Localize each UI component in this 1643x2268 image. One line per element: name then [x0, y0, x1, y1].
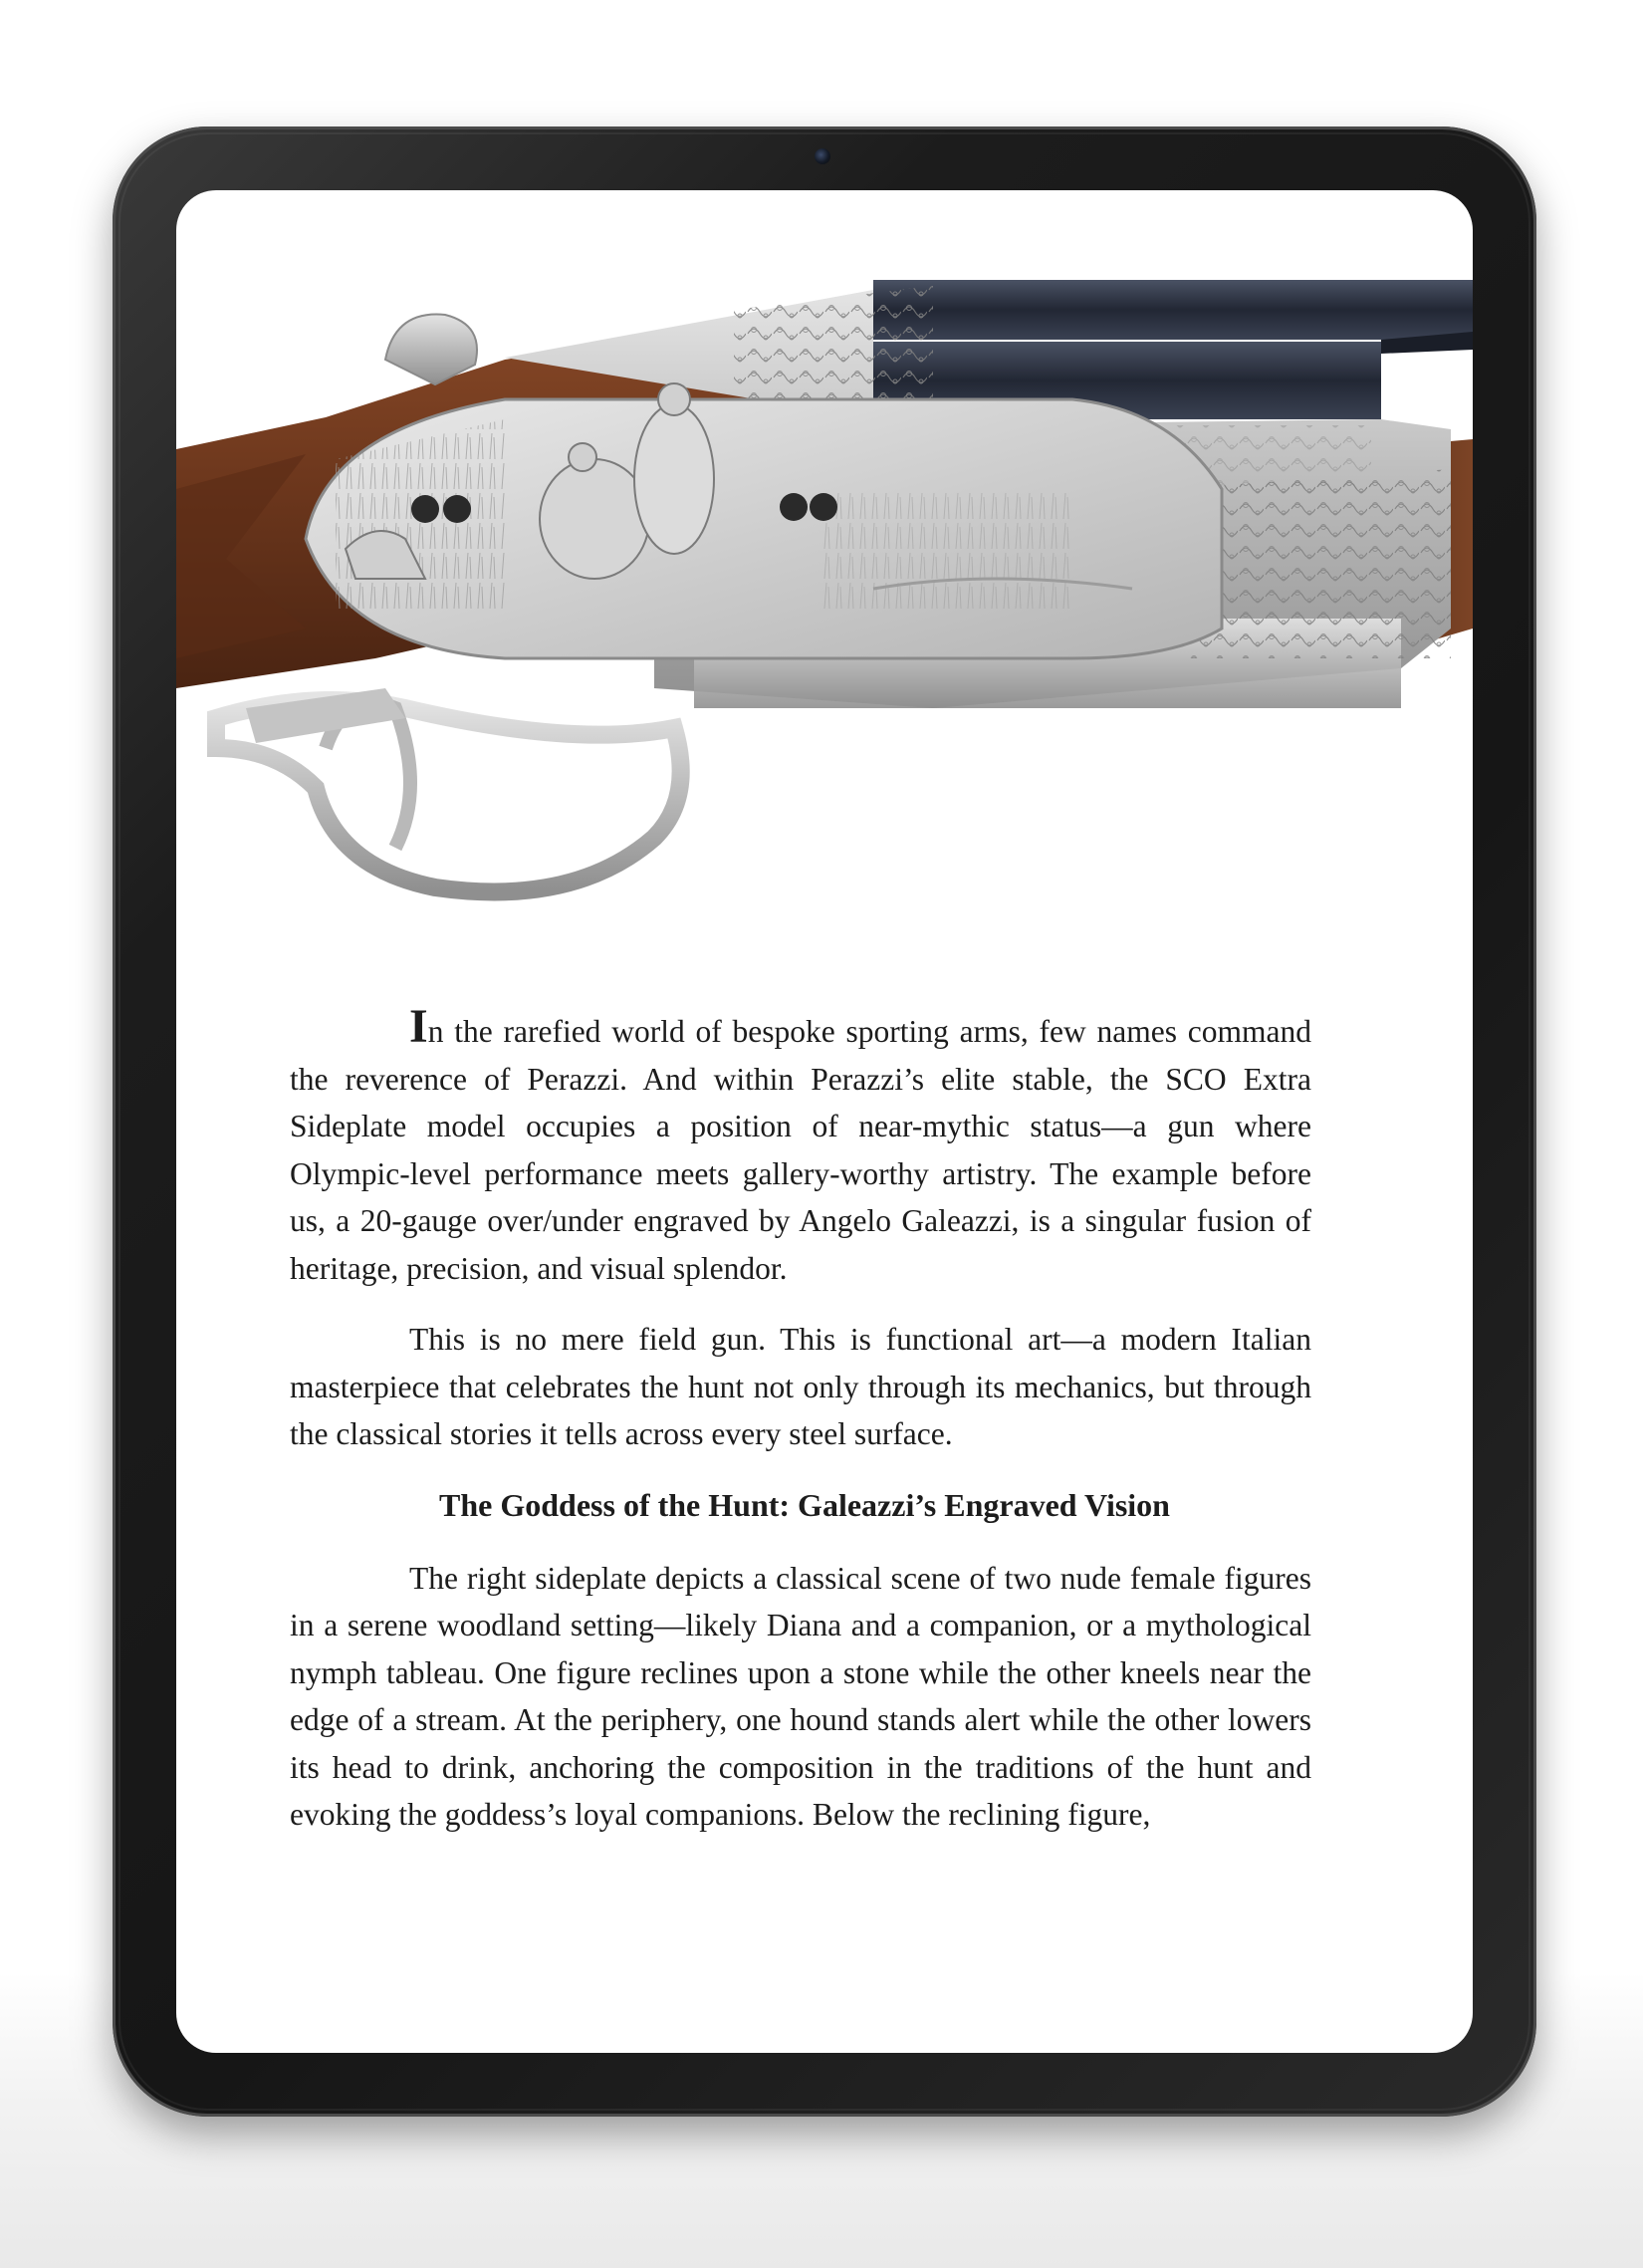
front-camera [815, 148, 830, 164]
intro-text: n the rarefied world of bespoke sporting arms, few names command the reverence of Perazzi. And within Perazzi’s elite stable, the SCO Extra Sideplate model occupies a position of near-mythic status—a gun where Olympic-level performance meets gallery-worthy artistry. The example before us, a 20-gauge over/under engraved by Angelo Galeazzi, is a singular fusion of heritage, precision, and visual splendor. [290, 1014, 1311, 1286]
section-heading: The Goddess of the Hunt: Galeazzi’s Engraved Vision [439, 1486, 1170, 1523]
tablet-device [113, 126, 1536, 2117]
shotgun-image [176, 190, 1473, 957]
drop-cap: I [409, 1000, 428, 1053]
paragraph-functional-art: This is no mere field gun. This is functional art—a modern Italian masterpiece that celebrates the hunt not only through its mechanics, but through the classical stories it tells across every steel surface. [290, 1322, 1311, 1451]
tablet-screen [176, 190, 1473, 2053]
article-body [290, 1000, 1311, 1863]
paragraph-sideplate: The right sideplate depicts a classical scene of two nude female figures in a serene woodland setting—likely Diana and a companion, or a mythological nymph tableau. One figure reclines upon a stone while the other kneels near the edge of a stream. At the periphery, one hound stands alert while the other lowers its head to drink, anchoring the composition in the traditions of the hunt and evoking the goddess’s loyal companions. Below the reclining figure, [290, 1560, 1311, 1832]
intro-paragraph [290, 1000, 1311, 1292]
